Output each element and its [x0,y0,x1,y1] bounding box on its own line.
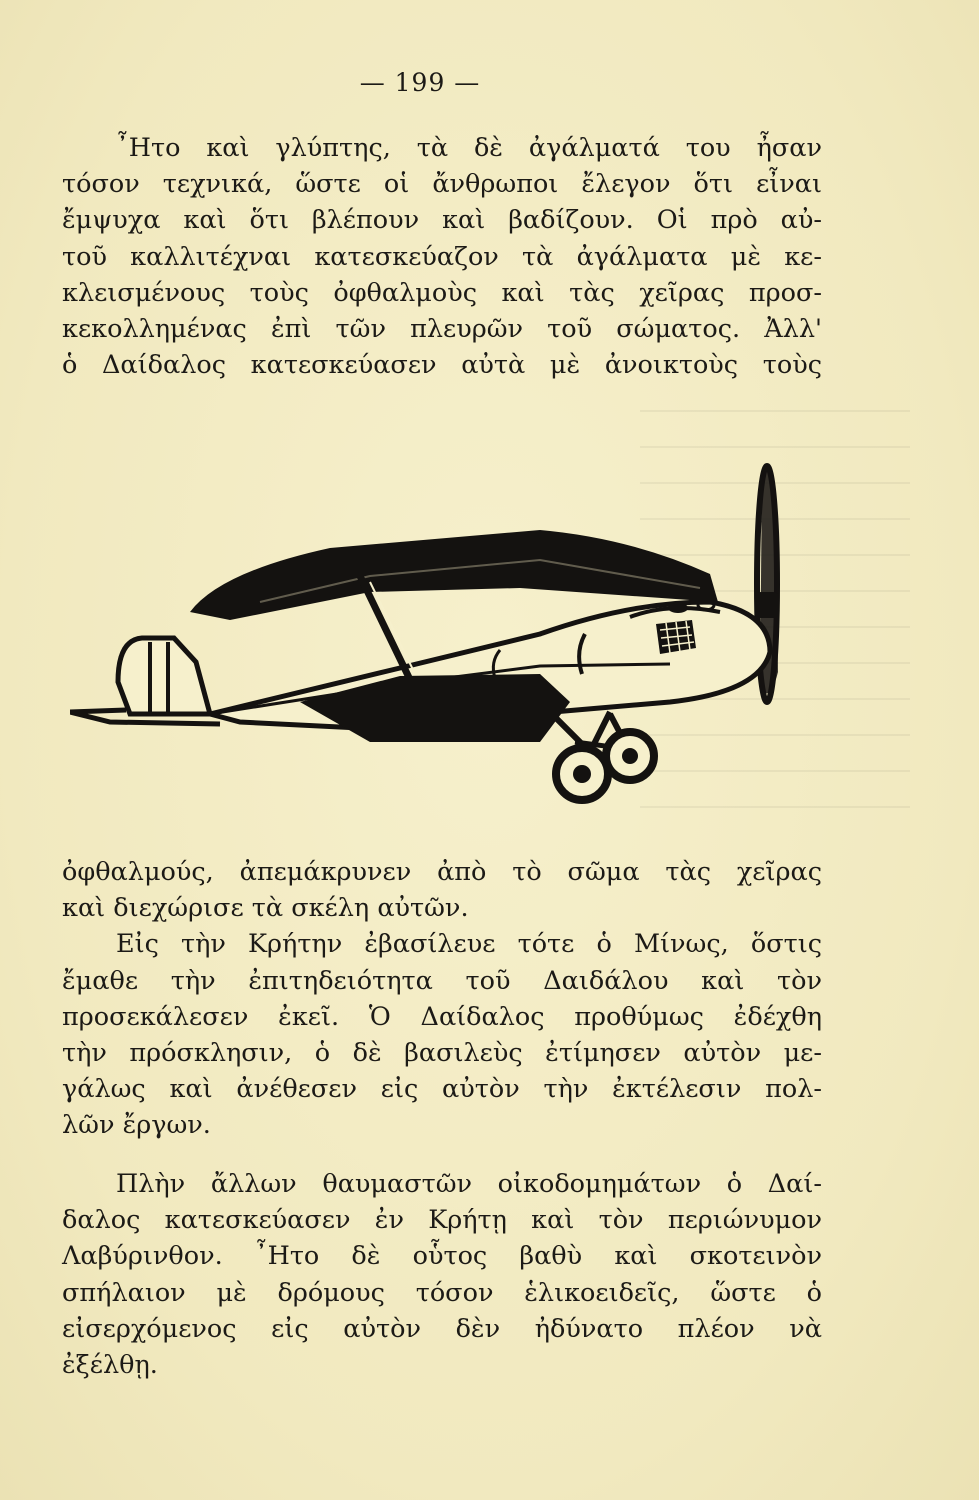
page-number: — 199 — [359,68,481,97]
paragraph-daedalus-sculptor [62,130,822,383]
text-line: Εἰς τὴν Κρήτην ἐβασίλευε τότε ὁ Μίνως, ὅστις [116,929,822,960]
text-line: γάλως καὶ ἀνέθεσεν εἰς αὐτὸν τὴν ἐκτέλεσιν πολ- [62,1074,822,1105]
text-line: Πλὴν ἄλλων θαυμαστῶν οἰκοδομημάτων ὁ Δαί- [116,1169,822,1199]
text-line: λῶν ἔργων. [62,1110,211,1141]
wheel-icon [556,748,608,800]
text-line: δαλος κατεσκεύασεν ἐν Κρήτῃ καὶ τὸν περιώνυμον [62,1205,822,1236]
text-line: ἔμψυχα καὶ ὅτι βλέπουν καὶ βαδίζουν. Οἱ πρὸ αὐ- [62,205,822,236]
text-line: προσεκάλεσεν ἐκεῖ. Ὁ Δαίδαλος προθύμως ἐδέχθη [62,1001,822,1032]
text-line: ἔμαθε τὴν ἐπιτηδειότητα τοῦ Δαιδάλου καὶ τὸν [62,965,822,996]
text-line: τόσον τεχνικά, ὥστε οἱ ἄνθρωποι ἔλεγον ὅτι εἶναι [62,169,822,200]
paragraph-minos [62,854,822,1144]
text-line: τοῦ καλλιτέχναι κατεσκεύαζον τὰ ἀγάλματα μὲ κε- [62,241,822,272]
text-line: ὁ Δαίδαλος κατεσκεύασεν αὐτὰ μὲ ἀνοικτοὺς τοὺς [62,350,822,381]
text-line: καὶ διεχώρισε τὰ σκέλη αὐτῶν. [62,893,469,924]
biplane-illustration-icon [70,452,790,832]
text-line: ὀφθαλμούς, ἀπεμάκρυνεν ἀπὸ τὸ σῶμα τὰς χεῖρας [62,857,822,887]
text-line: εἰσερχόμενος εἰς αὐτὸν δὲν ἠδύνατο πλέον νὰ [62,1313,822,1344]
text-line: σπήλαιον μὲ δρόμους τόσον ἑλικοειδεῖς, ὥστε ὁ [62,1277,822,1308]
text-line: ῏Ητο καὶ γλύπτης, τὰ δὲ ἀγάλματά του ἦσαν [116,133,822,163]
engine-grille-icon [656,620,696,654]
text-line: τὴν πρόσκλησιν, ὁ δὲ βασιλεὺς ἐτίμησεν αὐτὸν με- [62,1038,822,1069]
paragraph-labyrinth [62,1166,822,1383]
text-line: ἐξέλθῃ. [62,1350,158,1381]
text-line: Λαβύρινθον. ῏Ητο δὲ οὗτος βαθὺ καὶ σκοτεινὸν [62,1241,822,1272]
text-line: κεκολλημένας ἐπὶ τῶν πλευρῶν τοῦ σώματος. Ἀλλ' [62,314,822,345]
wheel-icon [606,732,654,780]
text-line: κλεισμένους τοὺς ὀφθαλμοὺς καὶ τὰς χεῖρας προσ- [62,277,822,308]
